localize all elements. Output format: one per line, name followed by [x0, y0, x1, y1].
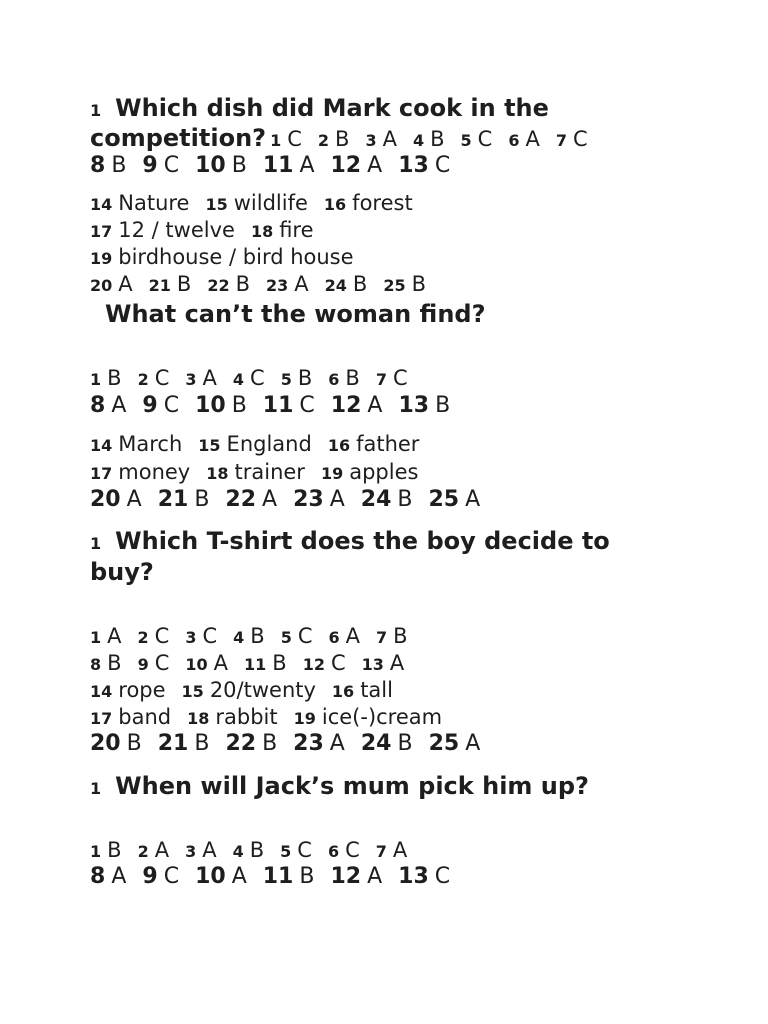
answer-item — [312, 432, 420, 456]
answer-text: B — [107, 838, 122, 862]
answer-text: C — [299, 393, 315, 418]
answer-text: A — [392, 838, 408, 862]
answer-text: forest — [352, 191, 413, 215]
answer-item — [345, 731, 413, 756]
answer-text: B — [176, 272, 192, 296]
answer-item — [228, 651, 287, 675]
answer-number: 23 — [293, 731, 324, 756]
answer-row — [90, 432, 419, 456]
answer-item — [540, 127, 588, 151]
answer-item — [142, 487, 210, 512]
answer-number: 6 — [327, 842, 340, 861]
answer-row — [90, 678, 393, 702]
answer-text: father — [356, 432, 420, 456]
answer-item — [397, 127, 445, 151]
answer-item — [171, 705, 278, 729]
answer-item — [209, 487, 278, 512]
answer-number: 3 — [185, 628, 197, 647]
answer-item — [169, 366, 217, 390]
answer-text: B — [231, 393, 247, 418]
answer-text: A — [262, 487, 278, 512]
answer-item — [247, 864, 315, 889]
answer-text: B — [250, 624, 265, 648]
answer-text: fire — [279, 218, 314, 242]
answer-text: C — [392, 366, 408, 390]
answer-row — [90, 393, 450, 418]
answer-item — [367, 272, 427, 296]
answer-item — [90, 432, 183, 456]
answer-text: money — [118, 460, 191, 484]
answer-number: 13 — [398, 393, 430, 418]
answer-item — [277, 487, 345, 512]
answer-row — [90, 153, 450, 178]
answer-number: 14 — [90, 195, 113, 214]
answer-number: 12 — [330, 864, 362, 889]
answer-item — [264, 838, 312, 862]
answer-number: 5 — [280, 842, 292, 861]
question-number: 1 — [90, 779, 102, 798]
answer-text: C — [330, 651, 346, 675]
answer-item — [90, 153, 127, 178]
answer-text: Nature — [118, 191, 190, 215]
answer-text: A — [231, 864, 247, 889]
answer-text: A — [294, 272, 309, 296]
answer-item — [349, 127, 397, 151]
question-3-line1 — [90, 527, 610, 555]
answer-number: 2 — [317, 131, 330, 150]
answer-item — [382, 393, 451, 418]
answer-item — [179, 153, 247, 178]
answer-number: 19 — [320, 464, 344, 483]
answer-row — [90, 245, 354, 269]
answer-text: A — [126, 487, 142, 512]
answer-row — [90, 651, 404, 675]
answer-item — [90, 864, 127, 889]
answer-item — [316, 678, 393, 702]
answer-text: B — [435, 393, 451, 418]
answer-number: 5 — [280, 370, 292, 389]
answer-number: 17 — [90, 709, 113, 728]
answer-item — [90, 245, 354, 269]
answer-number: 4 — [232, 842, 244, 861]
answer-number: 2 — [137, 628, 149, 647]
answer-item — [360, 838, 408, 862]
answer-item — [247, 393, 315, 418]
answer-number: 7 — [375, 370, 387, 389]
answer-number: 8 — [90, 393, 106, 418]
answer-text: B — [430, 127, 445, 151]
answer-text: B — [397, 731, 413, 756]
answer-number: 14 — [90, 682, 113, 701]
answer-item — [190, 460, 305, 484]
answer-item — [305, 460, 419, 484]
answer-number: 9 — [142, 153, 158, 178]
question-1-line1 — [90, 94, 549, 122]
answer-number: 24 — [324, 276, 347, 295]
answer-text: B — [299, 864, 315, 889]
answer-text: A — [299, 153, 315, 178]
answer-item — [90, 624, 122, 648]
answer-item — [302, 127, 350, 151]
answer-number: 2 — [137, 370, 149, 389]
answer-number: 23 — [266, 276, 289, 295]
answer-text: B — [352, 272, 368, 296]
answer-item — [209, 731, 278, 756]
answer-row — [90, 864, 450, 889]
answer-item — [90, 705, 172, 729]
answer-number: 6 — [508, 131, 520, 150]
answer-number: 2 — [137, 842, 149, 861]
answer-text: C — [477, 127, 493, 151]
answer-text: B — [393, 624, 408, 648]
answer-text: B — [235, 272, 251, 296]
answer-number: 15 — [181, 682, 204, 701]
answer-item — [90, 731, 142, 756]
answer-text: B — [249, 838, 265, 862]
answer-number: 16 — [327, 436, 351, 455]
answer-item — [312, 838, 360, 862]
answer-text: B — [107, 366, 122, 390]
answer-text: C — [154, 651, 170, 675]
answer-text: B — [411, 272, 427, 296]
answer-item — [492, 127, 540, 151]
answer-item — [179, 864, 247, 889]
answer-text: C — [434, 864, 451, 889]
answer-number: 22 — [225, 731, 257, 756]
answer-number: 8 — [90, 655, 102, 674]
answer-text: rabbit — [215, 705, 278, 729]
answer-item — [277, 731, 345, 756]
answer-number: 10 — [195, 864, 226, 889]
answer-number: 16 — [331, 682, 355, 701]
answer-number: 18 — [250, 222, 274, 241]
answer-number: 9 — [142, 393, 158, 418]
answer-text: C — [154, 366, 170, 390]
answer-number: 7 — [375, 842, 387, 861]
answer-text: A — [367, 864, 383, 889]
answer-number: 11 — [244, 655, 267, 674]
answer-text: C — [163, 864, 180, 889]
answer-text: March — [118, 432, 183, 456]
answer-item — [90, 366, 122, 390]
answer-number: 15 — [198, 436, 221, 455]
answer-number: 24 — [360, 731, 392, 756]
answer-item — [360, 366, 408, 390]
answer-item — [287, 651, 346, 675]
answer-text: C — [297, 624, 313, 648]
answer-text: C — [345, 838, 360, 862]
answer-number: 3 — [365, 131, 377, 150]
answer-text: B — [126, 731, 142, 756]
answer-number: 21 — [157, 487, 189, 512]
answer-item — [179, 393, 247, 418]
answer-item — [315, 393, 383, 418]
answer-item — [247, 153, 315, 178]
answer-text: B — [297, 366, 313, 390]
answer-text: rope — [118, 678, 166, 702]
answer-text: B — [194, 487, 210, 512]
answer-number: 11 — [262, 153, 294, 178]
answer-text: A — [367, 393, 383, 418]
answer-text: C — [573, 127, 588, 151]
answer-text: 20/twenty — [209, 678, 316, 702]
answer-number: 10 — [195, 393, 226, 418]
answer-number: 8 — [90, 864, 106, 889]
answer-row — [90, 731, 480, 756]
answer-item — [126, 393, 180, 418]
answer-item — [345, 487, 413, 512]
answer-text: C — [154, 624, 170, 648]
answer-number: 3 — [185, 842, 197, 861]
question-text: buy? — [90, 558, 154, 586]
answer-item — [126, 864, 180, 889]
answer-number: 10 — [185, 655, 208, 674]
answer-row — [90, 218, 314, 242]
answer-item — [169, 838, 217, 862]
answer-number: 4 — [233, 628, 245, 647]
answer-number: 1 — [90, 628, 102, 647]
answer-text: tall — [360, 678, 393, 702]
answer-item — [382, 153, 451, 178]
answer-item — [90, 218, 235, 242]
answer-number: 8 — [90, 153, 106, 178]
answer-item — [382, 864, 451, 889]
answer-text: England — [226, 432, 312, 456]
answer-text: A — [345, 624, 361, 648]
answer-text: 12 / twelve — [118, 218, 235, 242]
answer-text: B — [262, 731, 278, 756]
answer-item — [217, 624, 265, 648]
answer-item — [122, 838, 170, 862]
answer-number: 3 — [185, 370, 197, 389]
answer-number: 12 — [330, 153, 362, 178]
answer-text: A — [154, 838, 170, 862]
answer-item — [90, 460, 191, 484]
answer-item — [142, 731, 210, 756]
answer-number: 24 — [360, 487, 392, 512]
answer-number: 5 — [460, 131, 472, 150]
answer-text: B — [194, 731, 210, 756]
answer-item — [166, 678, 316, 702]
answer-item — [278, 705, 443, 729]
answer-row — [90, 624, 408, 648]
answer-text: C — [434, 153, 451, 178]
answer-item — [314, 864, 383, 889]
question-number: 1 — [90, 101, 102, 120]
answer-number: 11 — [262, 864, 294, 889]
answer-item — [90, 272, 133, 296]
answer-item — [133, 272, 192, 296]
answer-text: A — [202, 366, 217, 390]
question-text: When will Jack’s mum pick him up? — [115, 772, 589, 800]
answer-row — [90, 272, 426, 296]
answer-item — [235, 218, 314, 242]
answer-text: A — [525, 127, 540, 151]
answer-text: B — [272, 651, 287, 675]
answer-item — [309, 272, 368, 296]
answer-number: 20 — [90, 731, 121, 756]
answer-text: A — [389, 651, 405, 675]
answer-number: 19 — [293, 709, 316, 728]
answer-item — [90, 487, 142, 512]
answer-text: wildlife — [233, 191, 308, 215]
answer-item — [312, 366, 360, 390]
answer-number: 18 — [187, 709, 210, 728]
answer-number: 1 — [270, 131, 282, 150]
answer-number: 17 — [90, 464, 113, 483]
answer-item — [265, 366, 313, 390]
answer-item — [122, 651, 170, 675]
answer-item — [90, 651, 122, 675]
answer-number: 17 — [90, 222, 113, 241]
answer-number: 1 — [90, 370, 102, 389]
answer-text: ice(-)cream — [321, 705, 443, 729]
answer-item — [313, 624, 361, 648]
answer-text: A — [111, 864, 127, 889]
answer-text: C — [163, 393, 180, 418]
answer-number: 7 — [376, 628, 388, 647]
answer-text: A — [367, 153, 383, 178]
answer-text: A — [111, 393, 127, 418]
answer-text: birdhouse / bird house — [118, 245, 354, 269]
answer-text: B — [111, 153, 127, 178]
answer-item — [265, 624, 313, 648]
answer-item — [413, 487, 481, 512]
answer-number: 12 — [330, 393, 362, 418]
question-4 — [90, 772, 589, 800]
answer-number: 1 — [90, 842, 102, 861]
answer-number: 9 — [137, 655, 149, 674]
answer-row — [90, 838, 407, 862]
answer-number: 14 — [90, 436, 113, 455]
answer-text: A — [213, 651, 229, 675]
answer-text: B — [345, 366, 360, 390]
answer-item — [122, 366, 170, 390]
answer-number: 13 — [398, 153, 429, 178]
answer-number: 5 — [280, 628, 292, 647]
answer-item — [360, 624, 408, 648]
answer-item — [413, 731, 481, 756]
answer-item — [217, 366, 265, 390]
answer-item — [126, 153, 180, 178]
answer-item — [182, 432, 312, 456]
question-2 — [105, 300, 486, 328]
answer-item — [169, 651, 229, 675]
answer-item — [122, 624, 170, 648]
question-text: competition? — [90, 124, 267, 152]
answer-number: 4 — [412, 131, 425, 150]
answer-text: C — [163, 153, 180, 178]
answer-item — [250, 272, 309, 296]
answer-text: C — [297, 838, 312, 862]
answer-item — [315, 153, 383, 178]
answer-item — [308, 191, 413, 215]
answer-item — [90, 678, 166, 702]
question-text: Which T-shirt does the boy decide to — [115, 527, 610, 555]
answer-number: 18 — [206, 464, 229, 483]
answer-number: 20 — [90, 487, 121, 512]
answer-row — [90, 460, 418, 484]
answer-text: A — [329, 487, 345, 512]
answer-number: 25 — [428, 731, 460, 756]
answer-number: 21 — [148, 276, 171, 295]
answer-item — [217, 838, 265, 862]
answer-text: A — [329, 731, 345, 756]
answer-text: A — [382, 127, 397, 151]
question-text: What can’t the woman find? — [105, 300, 486, 328]
answer-number: 15 — [205, 195, 228, 214]
answer-text: C — [287, 127, 302, 151]
answer-text: B — [107, 651, 122, 675]
answer-text: C — [250, 366, 265, 390]
answer-number: 13 — [398, 864, 429, 889]
answer-row — [90, 191, 413, 215]
answer-text: A — [465, 731, 481, 756]
answer-number: 6 — [328, 370, 340, 389]
answer-number: 11 — [262, 393, 294, 418]
answer-number: 19 — [90, 249, 113, 268]
answer-item — [191, 272, 251, 296]
answer-number: 6 — [328, 628, 340, 647]
answer-item — [90, 838, 122, 862]
answer-item — [445, 127, 493, 151]
answer-number: 7 — [555, 131, 567, 150]
answer-item — [189, 191, 308, 215]
answer-text: band — [118, 705, 172, 729]
answer-item — [346, 651, 405, 675]
question-number: 1 — [90, 534, 102, 553]
answer-number: 20 — [90, 276, 113, 295]
answer-row — [90, 366, 408, 390]
answer-text: A — [118, 272, 133, 296]
question-3-line2 — [90, 558, 154, 586]
answer-text: B — [231, 153, 247, 178]
answer-text: B — [397, 487, 413, 512]
answer-text: A — [107, 624, 122, 648]
answer-row — [90, 705, 442, 729]
answer-number: 13 — [361, 655, 384, 674]
answer-item — [90, 191, 190, 215]
answer-number: 4 — [232, 370, 245, 389]
answer-number: 23 — [293, 487, 324, 512]
answer-number: 12 — [302, 655, 325, 674]
answer-item — [169, 624, 218, 648]
answer-number: 10 — [195, 153, 226, 178]
answer-number: 22 — [225, 487, 257, 512]
answer-number: 25 — [383, 276, 406, 295]
answer-text: A — [202, 838, 217, 862]
answer-number: 22 — [207, 276, 230, 295]
answer-row — [90, 487, 480, 512]
answer-number: 16 — [323, 195, 347, 214]
answer-number: 21 — [157, 731, 189, 756]
answer-item — [90, 393, 127, 418]
answer-text: trainer — [234, 460, 305, 484]
answer-item — [266, 127, 302, 151]
answer-text: C — [202, 624, 218, 648]
question-1-line2 — [90, 124, 588, 152]
answer-text: B — [335, 127, 350, 151]
answer-text: A — [465, 487, 481, 512]
answer-number: 9 — [142, 864, 158, 889]
question-text: Which dish did Mark cook in the — [115, 94, 549, 122]
answer-number: 25 — [428, 487, 460, 512]
answer-text: apples — [349, 460, 419, 484]
